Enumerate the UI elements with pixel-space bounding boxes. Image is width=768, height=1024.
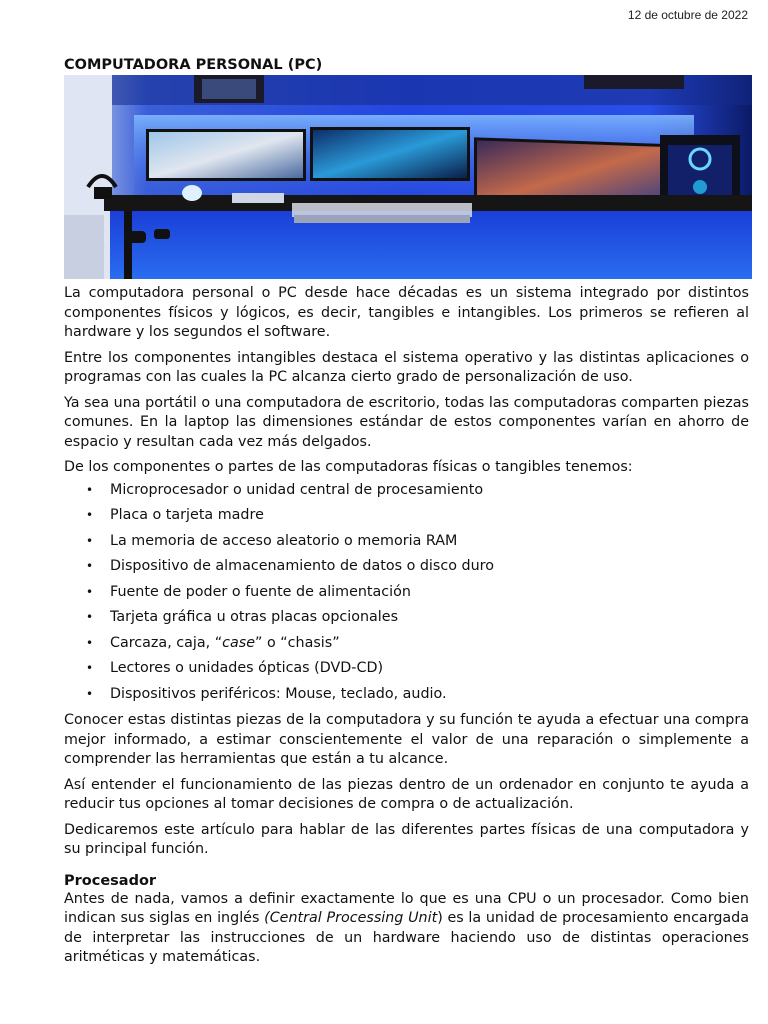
list-item: • Placa o tarjeta madre (110, 503, 749, 529)
paragraph-common-parts: Ya sea una portátil o una computadora de escritorio, todas las computadoras comparten piezas comunes. En la laptop las dimensiones estándar de estos componentes varían en ahorro de espacio y resultan cada vez más delgados. (64, 394, 749, 450)
section-heading-procesador: Procesador (64, 872, 157, 889)
list-item: • Dispositivo de almacenamiento de datos o disco duro (110, 554, 749, 580)
procesador-text-after: ) es la unidad de procesamiento encargada de interpretar las instrucciones de un hardware haciendo uso de distintas operaciones aritméticas y matemáticas. (64, 910, 749, 965)
document-title: COMPUTADORA PERSONAL (PC) (64, 57, 323, 73)
case-text-italic: case (222, 634, 256, 651)
list-item: • Microprocesador o unidad central de procesamiento (110, 478, 749, 504)
list-item-case (110, 631, 749, 657)
list-item: • La memoria de acceso aleatorio o memoria RAM (110, 529, 749, 555)
gaming-pc-desk-setup-photo (64, 75, 752, 279)
paragraph-procesador (64, 890, 749, 968)
list-item: • Dispositivos periféricos: Mouse, teclado, audio. (110, 682, 749, 708)
document-date: 12 de octubre de 2022 (627, 8, 748, 22)
list-item: • Fuente de poder o fuente de alimentación (110, 580, 749, 606)
case-text-before: Carcaza, caja, “ (110, 634, 223, 651)
paragraph-list-intro: De los componentes o partes de las computadoras físicas o tangibles tenemos: (64, 459, 633, 475)
procesador-text-italic: (Central Processing Unit (264, 910, 438, 926)
paragraph-article-purpose: Dedicaremos este artículo para hablar de las diferentes partes físicas de una computadora y su principal función. (64, 821, 749, 857)
document-body (64, 56, 749, 974)
list-item: • Lectores o unidades ópticas (DVD-CD) (110, 656, 749, 682)
case-text-after: ” o “chasis” (255, 634, 340, 651)
paragraph-knowing-parts: Conocer estas distintas piezas de la computadora y su función te ayuda a efectuar una compra mejor informado, a estimar conscientemente el valor de una reparación o simplemente a comprender las herramientas que están a tu alcance. (64, 712, 749, 767)
list-item: • Tarjeta gráfica u otras placas opcionales (110, 605, 749, 631)
paragraph-intangible: Entre los componentes intangibles destaca el sistema operativo y las distintas aplicaciones o programas con las cuales la PC alcanza cierto grado de personalización de uso. (64, 349, 749, 385)
paragraph-understanding: Así entender el funcionamiento de las piezas dentro de un ordenador en conjunto te ayuda a reducir tus opciones al tomar decisiones de compra o de actualización. (64, 776, 749, 812)
components-list (64, 478, 749, 708)
paragraph-intro: La computadora personal o PC desde hace décadas es un sistema integrado por distintos componentes físicos y lógicos, es decir, tangibles e intangibles. Los primeros se refieren al hardware y los segundos el software. (64, 285, 749, 340)
procesador-text-before: Antes de nada, vamos a definir exactamente lo que es una CPU o un procesador. Como bien indican sus siglas en inglés (64, 890, 749, 926)
